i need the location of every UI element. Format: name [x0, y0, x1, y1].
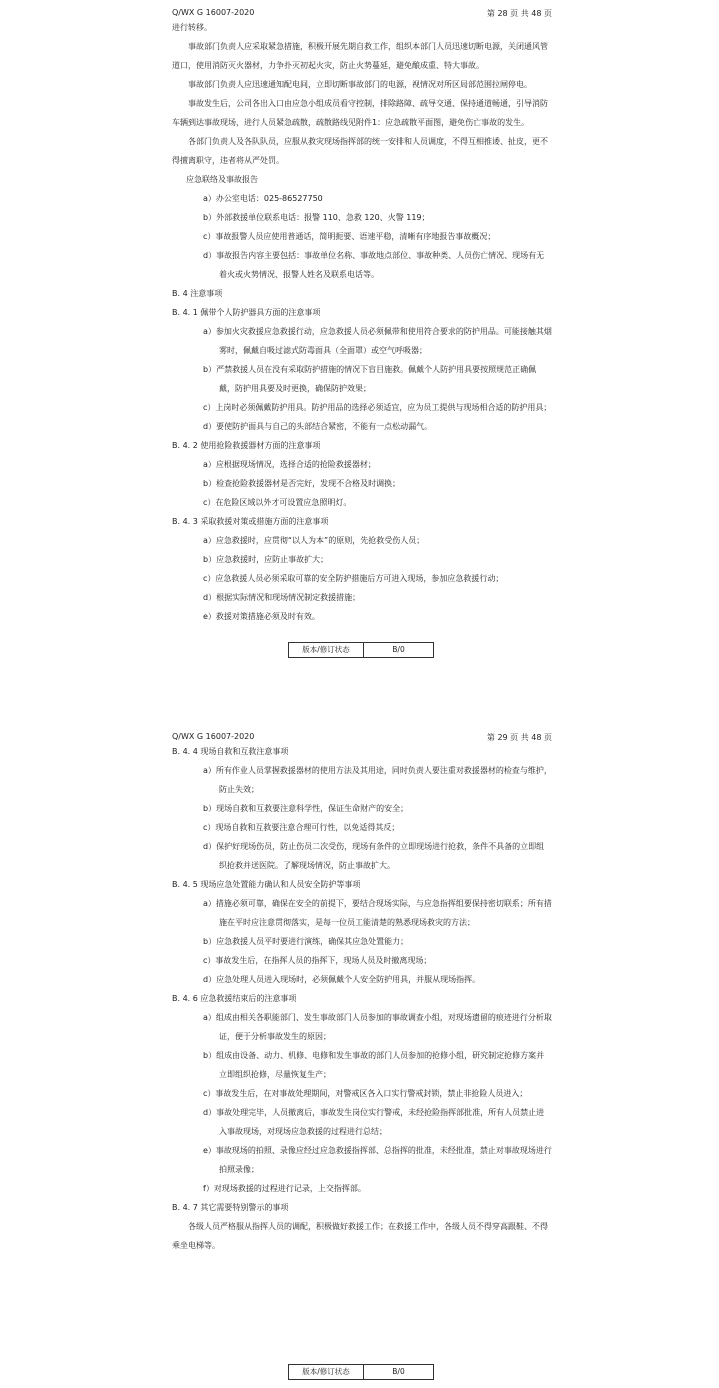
list-item: b）组成由设备、动力、机修、电修和发生事故的部门人员参加的抢修小组，研究制定抢修方案并立即组织抢修，尽量恢复生产；: [203, 1051, 545, 1079]
section-heading: B. 4. 7 其它需要特别警示的事项: [172, 1203, 289, 1212]
section-heading: B. 4. 4 现场自救和互救注意事项: [172, 747, 289, 756]
list-item: b）严禁救援人员在没有采取防护措施的情况下盲目施救。佩戴个人防护用具要按照规范正确佩戴，防护用具要及时更换，确保防护效果；: [203, 365, 537, 393]
document-page-29: [0, 694, 719, 1388]
paragraph: 各级人员严格服从指挥人员的调配，积极做好救援工作；在救援工作中，各级人员不得穿高跟鞋、不得乘坐电梯等。: [172, 1222, 548, 1250]
list-item: a）办公室电话：025-86527750: [203, 194, 323, 203]
list-item: a）应急救援时，应贯彻“以人为本”的原则，先抢救受伤人员；: [203, 536, 425, 545]
list-item: c）事故发生后，在指挥人员的指挥下，现场人员及时撤离现场；: [203, 956, 432, 965]
list-item: a）措施必须可靠，确保在安全的前提下，要结合现场实际，与应急指挥组要保持密切联系；所有措施在平时应注意贯彻落实，是每一位员工能清楚的熟悉现场救灾的方法；: [203, 899, 552, 927]
list-item: a）所有作业人员掌握救援器材的使用方法及其用途，同时负责人要注重对救援器材的检查与维护，防止失效；: [203, 766, 552, 794]
list-item: c）在危险区域以外才可设置应急照明灯。: [203, 498, 352, 507]
list-item: c）现场自救和互救要注意合理可行性，以免适得其反；: [203, 823, 400, 832]
list-item: a）参加火灾救援应急救援行动，应急救援人员必须佩带和使用符合要求的防护用品。可能接触其烟雾时，佩戴自吸过滤式防毒面具（全面罩）或空气呼吸器；: [203, 327, 552, 355]
list-item: b）应急救援时，应防止事故扩大；: [203, 555, 329, 564]
version-label: 版本/修订状态: [289, 1365, 364, 1379]
list-item: c）应急救援人员必须采取可靠的安全防护措施后方可进入现场，参加应急救援行动；: [203, 574, 504, 583]
list-item: c）上岗时必须佩戴防护用具。防护用品的选择必须适宜，应为员工提供与现场相合适的防护用具；: [203, 403, 552, 412]
page-number: 第 28 页 共 48 页: [486, 9, 552, 18]
section-heading: B. 4. 2 使用抢险救援器材方面的注意事项: [172, 441, 321, 450]
paragraph: 事故发生后，公司各出入口由应急小组成员看守控制，排除路障、疏导交通、保持通道畅通，引导消防车辆到达事故现场，进行人员紧急疏散，疏散路线见附件1：应急疏散平面图，避免伤亡事故的发生。: [172, 99, 548, 127]
version-status-box: [288, 642, 434, 658]
list-item: b）现场自救和互救要注意科学性，保证生命财产的安全；: [203, 804, 409, 813]
section-heading: B. 4 注意事项: [172, 289, 223, 298]
subheading: 应急联络及事故报告: [186, 175, 258, 184]
paragraph: 事故部门负责人应采取紧急措施，积极开展先期自救工作，组织本部门人员迅速切断电源，关闭通风管道口，使用消防灭火器材，力争扑灭初起火灾，防止火势蔓延，避免酿成重、特大事故。: [172, 42, 548, 70]
list-item: c）事故报警人员应使用普通话，简明扼要、语速平稳，清晰有序地报告事故概况；: [203, 232, 496, 241]
list-item: d）应急处理人员进入现场时，必须佩戴个人安全防护用具，并服从现场指挥。: [203, 975, 481, 984]
list-item: e）事故现场的拍照、录像应经过应急救援指挥部、总指挥的批准，未经批准，禁止对事故现场进行拍照录像；: [203, 1146, 552, 1174]
standard-code: Q/WX G 16007-2020: [172, 8, 255, 17]
paragraph: 各部门负责人及各队队员，应服从救灾现场指挥部的统一安排和人员调度，不得互相推诿、扯皮，更不得擅离职守，违者将从严处罚。: [172, 137, 548, 165]
list-item: a）应根据现场情况，选择合适的抢险救援器材；: [203, 460, 376, 469]
list-item: b）外部救援单位联系电话：报警 110、急救 120、火警 119；: [203, 213, 430, 222]
list-item: f）对现场救援的过程进行记录，上交指挥部。: [203, 1184, 366, 1193]
version-value: B/0: [392, 645, 405, 654]
list-item: c）事故发生后，在对事故处理期间，对警戒区各入口实行警戒封锁，禁止非抢险人员进入；: [203, 1089, 528, 1098]
section-heading: B. 4. 5 现场应急处置能力确认和人员安全防护等事项: [172, 880, 361, 889]
standard-code: Q/WX G 16007-2020: [172, 732, 255, 741]
version-value: B/0: [392, 1367, 405, 1376]
paragraph: 事故部门负责人应迅速通知配电间，立即切断事故部门的电源，视情况对所区局部范围拉闸停电。: [188, 80, 532, 89]
section-heading: B. 4. 1 佩带个人防护器具方面的注意事项: [172, 308, 321, 317]
list-item: d）保护好现场伤员，防止伤员二次受伤，现场有条件的立即现场进行抢救，条件不具备的立即组织抢救并送医院。了解现场情况，防止事故扩大。: [203, 842, 545, 870]
list-item: b）应急救援人员平时要进行演练，确保其应急处置能力；: [203, 937, 409, 946]
list-item: d）根据实际情况和现场情况制定救援措施；: [203, 593, 361, 602]
list-item: d）事故报告内容主要包括：事故单位名称、事故地点部位、事故种类、人员伤亡情况、现场有无着火或火势情况、报警人姓名及联系电话等。: [203, 251, 545, 279]
list-item: d）事故处理完毕，人员撤离后，事故发生岗位实行警戒，未经抢险指挥部批准，所有人员禁止进入事故现场，对现场应急救援的过程进行总结；: [203, 1108, 545, 1136]
page-body: [172, 742, 552, 1255]
paragraph: 进行转移。: [172, 23, 212, 32]
version-status-box: [288, 1364, 434, 1380]
section-heading: B. 4. 3 采取救援对策或措施方面的注意事项: [172, 517, 329, 526]
list-item: d）要使防护面具与自己的头部结合紧密，不能有一点松动漏气。: [203, 422, 433, 431]
list-item: e）救援对策措施必须及时有效。: [203, 612, 320, 621]
list-item: b）检查抢险救援器材是否完好，发现不合格及时调换；: [203, 479, 401, 488]
section-heading: B. 4. 6 应急救援结束后的注意事项: [172, 994, 297, 1003]
list-item: a）组成由相关各职能部门、发生事故部门人员参加的事故调查小组，对现场遗留的痕迹进行分析取证，便于分析事故发生的原因；: [203, 1013, 552, 1041]
page-body: [172, 18, 552, 626]
version-label: 版本/修订状态: [289, 643, 364, 657]
page-number: 第 29 页 共 48 页: [486, 733, 552, 742]
